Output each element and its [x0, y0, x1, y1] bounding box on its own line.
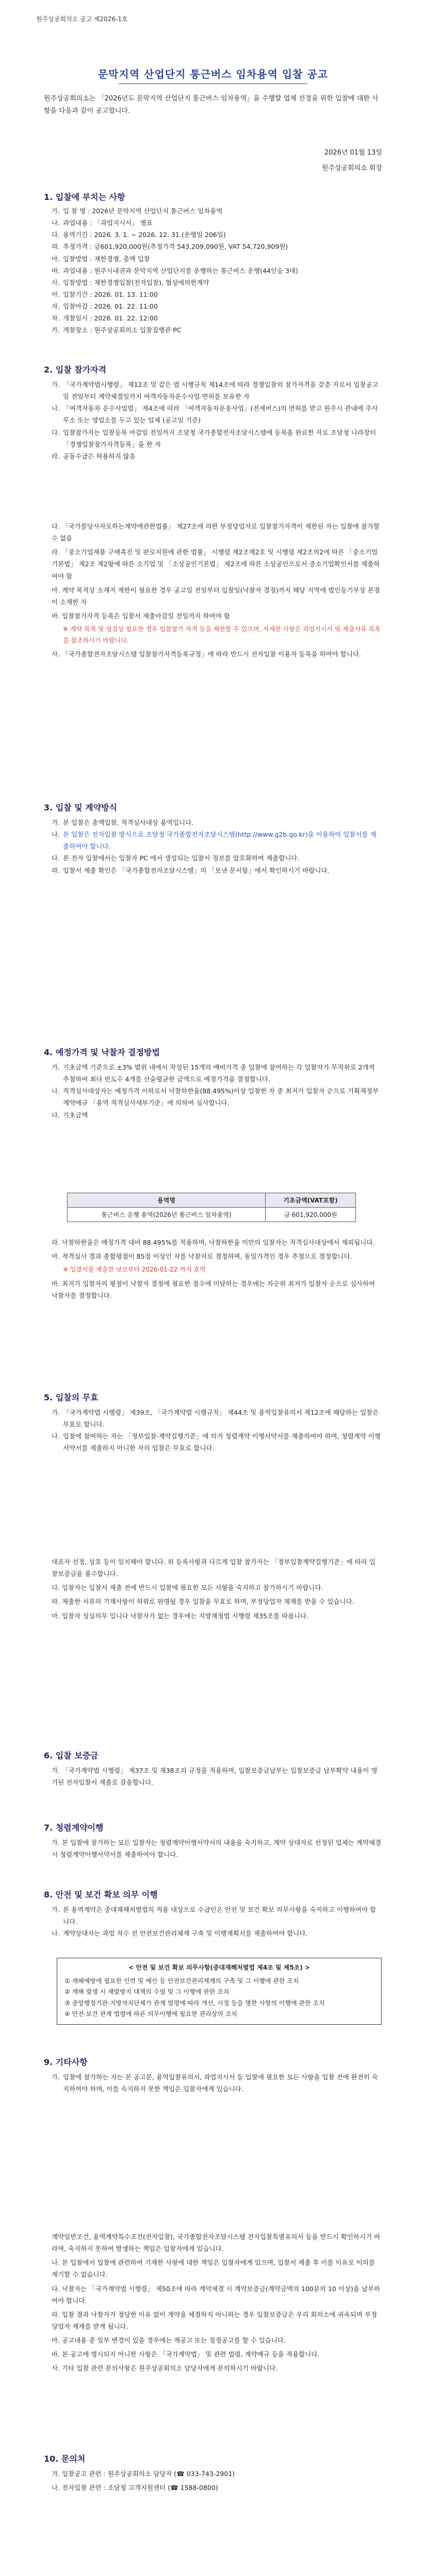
- box-title: < 안전 및 보건 확보 의무사항(중대재해처벌법 제4조 및 제5조) >: [128, 1964, 310, 1971]
- list-item: 나. 본 입찰은 전자입찰 방식으로 조달청 국가종합전자조달시스템(http://www.g2b.go.kr)을 이용하여 입찰서를 제출하여야 합니다.: [52, 831, 376, 851]
- paragraph: 다. 낙찰자는 「국가계약법 시행령」 제50조에 따라 계약체결 시 계약보증금(계약금액의 100분의 10 이상)을 납부하여야 합니다.: [52, 2284, 381, 2304]
- section-3-body: [52, 817, 382, 876]
- table-cell: 금 601,920,000원: [266, 1208, 356, 1222]
- paragraph: 다. 입찰자는 입찰서 제출 전에 반드시 입찰에 필요한 모든 사항을 숙지하고 참가하시기 바랍니다.: [52, 1584, 323, 1592]
- paragraph: 라. 낙찰하한율은 예정가격 대비 88.495%를 적용하며, 낙찰하한율 미만의 입찰자는 적격심사대상에서 제외됩니다.: [52, 1239, 375, 1246]
- announcement-date: 2026년 01월 13일: [324, 149, 382, 157]
- paragraph: 바. 입찰참가자격 등록은 입찰서 제출마감일 전일까지 하여야 함: [52, 612, 230, 620]
- paragraph: 마. 입찰자 성실의무 입니다 낙찰자가 없는 경우에는 지방재정법 시행령 제35조를 따릅니다.: [52, 1612, 309, 1620]
- paragraph: 마. 공고내용 중 일부 변경이 있을 경우에는 재공고 또는 정정공고를 할 수 있습니다.: [52, 2336, 286, 2344]
- list-item: 라. 공동수급은 허용하지 않음: [52, 452, 136, 460]
- section-10-body: [52, 2468, 382, 2496]
- list-item: 나. 입찰에 참여하는 자는 「정부입찰·계약집행기준」에 의거 청렴계약 이행서약서를 제출하여야 하며, 청렴계약 이행서약서를 제출하지 아니한 자의 입찰은 무효로 합니다.: [52, 1432, 381, 1452]
- paragraph: 계약일반조건, 용역계약특수조건(전자입찰), 국가종합전자조달시스템 전자입찰특별유의서 등을 반드시 확인하시기 바라며, 숙지하지 못하여 발생하는 책임은 입찰자에게 있습니다.: [52, 2233, 381, 2253]
- section-8-heading: 8. 안전 및 보건 확보 의무 이행: [44, 1890, 158, 1900]
- list-item: 가. 본 입찰은 총액입찰, 적격심사대상 용역입니다.: [52, 819, 194, 826]
- section-1-body: [52, 205, 382, 336]
- list-item: 아. 입찰기간 : 2026. 01. 13. 11:00: [52, 290, 158, 298]
- list-item: 가. 「국가계약법 시행령」 제39조, 「국가계약법 시행규칙」 제44조 및 용역입찰유의서 제12조에 해당하는 입찰은 무효로 합니다.: [52, 1409, 379, 1429]
- table-row: [68, 1208, 356, 1222]
- section-2-heading: 2. 입찰 참가자격: [44, 365, 107, 375]
- section-6-heading: 6. 입찰 보증금: [44, 1751, 99, 1760]
- section-5-body: [52, 1406, 382, 1454]
- list-item: 다. 입찰참가자는 입찰등록 마감일 전일까지 조달청 국가종합전자조달시스템에 등록을 완료한 자로 조달청 나라장터 「경쟁입찰참가자격등록」을 한 자: [52, 428, 376, 448]
- section-5-continued: [52, 1556, 382, 1624]
- section-1-heading: 1. 입찰에 부치는 사항: [44, 192, 125, 202]
- section-9-heading: 9. 기타사항: [44, 2057, 88, 2067]
- section-6-body: 가. 「국가계약법 시행령」 제37조 및 제38조의 규정을 적용하며, 입찰보증금납부는 입찰보증금 납부확약 내용이 명기된 전자입찰서 제출로 갈음합니다.: [52, 1767, 378, 1787]
- list-item: 다. 용역기간 : 2026. 3. 1. ~ 2026. 12. 31.(운행일 206일): [52, 231, 226, 239]
- box-line: ② 재해 발생 시 재발방지 대책의 수립 및 그 이행에 관한 조치: [64, 1988, 230, 1996]
- list-item: 다. 기초금액: [52, 1111, 88, 1119]
- red-notice: ※ 계약 목적 및 성질상 필요한 경우 입찰참가 자격 등을 제한할 수 있으며, 자세한 사항은 과업지시서 및 제출서류 목록을 참조하시기 바랍니다.: [63, 625, 381, 644]
- paragraph: 마. 적격심사 결과 종합평점이 85점 이상인 자를 낙찰자로 결정하며, 동일가격인 경우 추첨으로 결정합니다.: [52, 1252, 352, 1261]
- list-item: 가. 입 찰 명 : 2026년 문막지역 산업단지 통근버스 임차용역: [52, 207, 223, 215]
- list-item: 바. 과업내용 : 원주시내권과 문막지역 산업단지를 운행하는 통근버스 운행(44인승 3대): [52, 266, 299, 275]
- section-3-heading: 3. 입찰 및 계약방식: [44, 803, 118, 812]
- list-item: 나. 「여객자동차 운수사업법」 제4조에 따라 「여객자동차운송사업」(전세버스)의 면허를 받고 원주시 관내에 주사무소 또는 영업소를 두고 있는 업체 (공고일 기준): [52, 404, 378, 425]
- paragraph: 다. 「국가를당사자로하는계약에관한법률」 제27조에 의한 부정당업자로 입찰참가자격이 제한된 자는 입찰에 참가할 수 없음: [52, 522, 380, 543]
- paragraph: 대표자 선정, 상호 등이 일치해야 합니다. 위 등록사항과 다르게 입찰 참가자는 「정부입찰계약집행기준」에 따라 입찰보증금을 몰수합니다.: [52, 1558, 375, 1578]
- paragraph: 나. 본 입찰에서 입찰에 관련하여 기재한 사항에 대한 책임은 입찰자에게 있으며, 입찰서 제출 후 이를 이유로 이의를 제기할 수 없습니다.: [52, 2259, 375, 2279]
- section-9-continued: [52, 2231, 382, 2376]
- contact-line: 가. 입찰공고 관련 : 원주상공회의소 담당자 (☎ 033-743-2901): [52, 2470, 235, 2478]
- list-item: 다. 본 전자 입찰에서는 입찰자 PC 에서 생성되는 입찰서 정보를 암호화하여 제출합니다.: [52, 854, 300, 862]
- list-item: 나. 적격심사대상자는 예정가격 이하로서 낙찰하한율(88.495%)이상 입찰한 자 중 최저가 입찰자 순으로 기획재정부 계약예규 「용역 적격심사세부기준」에 의하여 심사합니다.: [52, 1087, 379, 1107]
- list-item: 라. 입찰서 제출 확인은 「국가종합전자조달시스템」의 「보낸 문서함」에서 확인하시기 바랍니다.: [52, 866, 330, 874]
- safety-obligations-box: [57, 1958, 382, 2025]
- section-2-body: [52, 379, 382, 462]
- section-10-heading: 10. 문의처: [44, 2454, 86, 2464]
- red-notice: ※ 입찰서를 제출한 날로부터 2026-01-22 까지 효력: [63, 1266, 206, 1274]
- list-item: 마. 입찰방법 : 제한경쟁, 총액 입찰: [52, 255, 150, 263]
- paragraph: 라. 제출한 서류의 기재사항이 허위로 판명될 경우 입찰을 무효로 하며, 부정당업자 제재를 받을 수 있습니다.: [52, 1598, 354, 1606]
- section-4-heading: 4. 예정가격 및 낙찰자 결정방법: [44, 1047, 160, 1057]
- list-item: 카. 개찰장소 : 원주상공회의소 입찰집행관 PC: [52, 326, 182, 334]
- section-7-heading: 7. 청렴계약이행: [44, 1823, 104, 1833]
- base-price-table-wrap: [67, 1193, 356, 1222]
- list-item: 나. 계약상대자는 과업 착수 전 안전보건관리체계 구축 및 이행계획서를 제출하여야 합니다.: [52, 1929, 308, 1938]
- list-item: 나. 과업내용 : 「과업지시서」 별표: [52, 219, 153, 227]
- paragraph: 라. 입찰 결과 낙찰자가 정당한 이유 없이 계약을 체결하지 아니하는 경우 입찰보증금은 우리 회의소에 귀속되며 부정당업자 제재를 받게 됩니다.: [52, 2310, 378, 2330]
- section-5-heading: 5. 입찰의 무효: [44, 1393, 99, 1402]
- list-item: 자. 입찰마감 : 2026. 01. 22. 11:00: [52, 302, 158, 310]
- intro-paragraph: 원주상공회의소는 「2026년도 문막지역 산업단지 통근버스 임차용역」을 수행할 업체 선정을 위한 입찰에 대한 사항을 다음과 같이 공고합니다.: [44, 95, 379, 115]
- section-2-continued: [52, 520, 382, 662]
- table-header: 기초금액(VAT포함): [266, 1193, 356, 1208]
- contact-line: 나. 전자입찰 관련 : 조달청 고객지원센터 (☎ 1588-0800): [52, 2484, 218, 2492]
- page-title: 문막지역 산업단지 통근버스 임차용역 입찰 공고: [97, 68, 329, 80]
- table-header: 용역명: [68, 1193, 266, 1208]
- section-9-body: [52, 2071, 382, 2095]
- box-line: ④ 안전·보건 관계 법령에 따른 의무이행에 필요한 관리상의 조치: [64, 2010, 237, 2018]
- paragraph: 마. 계약 목적상 소재지 제한이 필요한 경우 공고일 전일부터 입찰일(낙찰자 결정)까지 해당 지역에 법인등기부상 본점이 소재한 자: [52, 586, 380, 606]
- title-underline: [119, 83, 307, 84]
- box-line: ① 재해예방에 필요한 인력 및 예산 등 안전보건관리체계의 구축 및 그 이행에 관한 조치: [64, 1977, 299, 1985]
- list-item: 사. 입찰방법 : 제한경쟁입찰(전자입찰), 협상에의한계약: [52, 278, 209, 286]
- list-item: 가. 본 용역계약은 중대재해처벌법의 적용 대상으로 수급인은 안전 및 보건 확보 의무사항을 숙지하고 이행하여야 합니다.: [52, 1906, 376, 1926]
- list-item: 차. 개찰일시 : 2026. 01. 22. 12:00: [52, 314, 158, 323]
- paragraph: 사. 기타 입찰 관련 문의사항은 원주상공회의소 담당자에게 문의하시기 바랍니다.: [52, 2364, 278, 2372]
- paragraph: 사. 「국가종합전자조달시스템 입찰참가자격등록규정」에 따라 반드시 전자입찰 이용자 등록을 하여야 합니다.: [52, 650, 362, 658]
- section-7-body: 가. 본 입찰에 참가하는 모든 입찰자는 청렴계약이행서약서의 내용을 숙지하고, 계약 상대자로 선정된 업체는 계약체결 시 청렴계약이행서약서를 제출하여야 합니다.: [52, 1839, 382, 1859]
- section-4-body: [52, 1061, 382, 1121]
- section-4-continued: [52, 1236, 382, 1303]
- section-8-body: [52, 1904, 382, 1939]
- base-price-table: [67, 1193, 356, 1222]
- list-item: 가. 입찰에 참가하는 자는 본 공고문, 용역입찰유의서, 과업지시서 등 입찰에 필요한 모든 사항을 입찰 전에 완전히 숙지하여야 하며, 이를 숙지하지 못한 책임은 입찰자에게 있습니다.: [52, 2073, 378, 2093]
- list-item: 가. 「국가계약법시행령」 제12조 및 같은 법 시행규칙 제14조에 따라 경쟁입찰의 참가자격을 갖춘 자로서 입찰공고일 전일부터 계약체결일까지 여객자동차운수사업 면허를 보유한 자: [52, 381, 379, 401]
- paragraph: 바. 본 공고에 명시되지 아니한 사항은 「국가계약법」 및 관련 법령, 계약예규 등을 적용합니다.: [52, 2350, 320, 2359]
- issuer-signature: 원주상공회의소 회장: [321, 164, 382, 172]
- table-cell: 통근버스 운행 용역(2026년 통근버스 임차용역): [68, 1208, 266, 1222]
- paragraph: 라. 「중소기업제품 구매촉진 및 판로지원에 관한 법률」 시행령 제2조제2호 및 시행령 제2조의2에 따른 「중소기업기본법」 제2조 제2항에 따른 소기업 및 「소상공인기본법」 제2조에 따른 소상공인으로서 중소기업확인서를 제출하여야 함: [52, 548, 380, 580]
- paragraph: 바. 최저가 입찰자의 평점이 낙찰자 결정에 필요한 점수에 미달하는 경우에는 차순위 최저가 입찰자 순으로 심사하여 낙찰자를 결정합니다.: [52, 1279, 375, 1299]
- document-number: 원주상공회의소 공고 제2026-1호: [36, 15, 128, 23]
- list-item: 가. 기초금액 기준으로 ±3% 범위 내에서 작성된 15개의 예비가격 중 입찰에 참여하는 각 입찰자가 무작위로 2개씩 추첨하여 최다 빈도수 4개를 산술평균한 금액으로 예정가격을 결정합니다.: [52, 1063, 375, 1083]
- box-line: ③ 중앙행정기관·지방자치단체가 관계 법령에 따라 개선, 시정 등을 명한 사항의 이행에 관한 조치: [64, 1999, 325, 2007]
- list-item: 라. 추정가격 : 금601,920,000원(추정가격 543,209,090원, VAT 54,720,909원): [52, 243, 288, 251]
